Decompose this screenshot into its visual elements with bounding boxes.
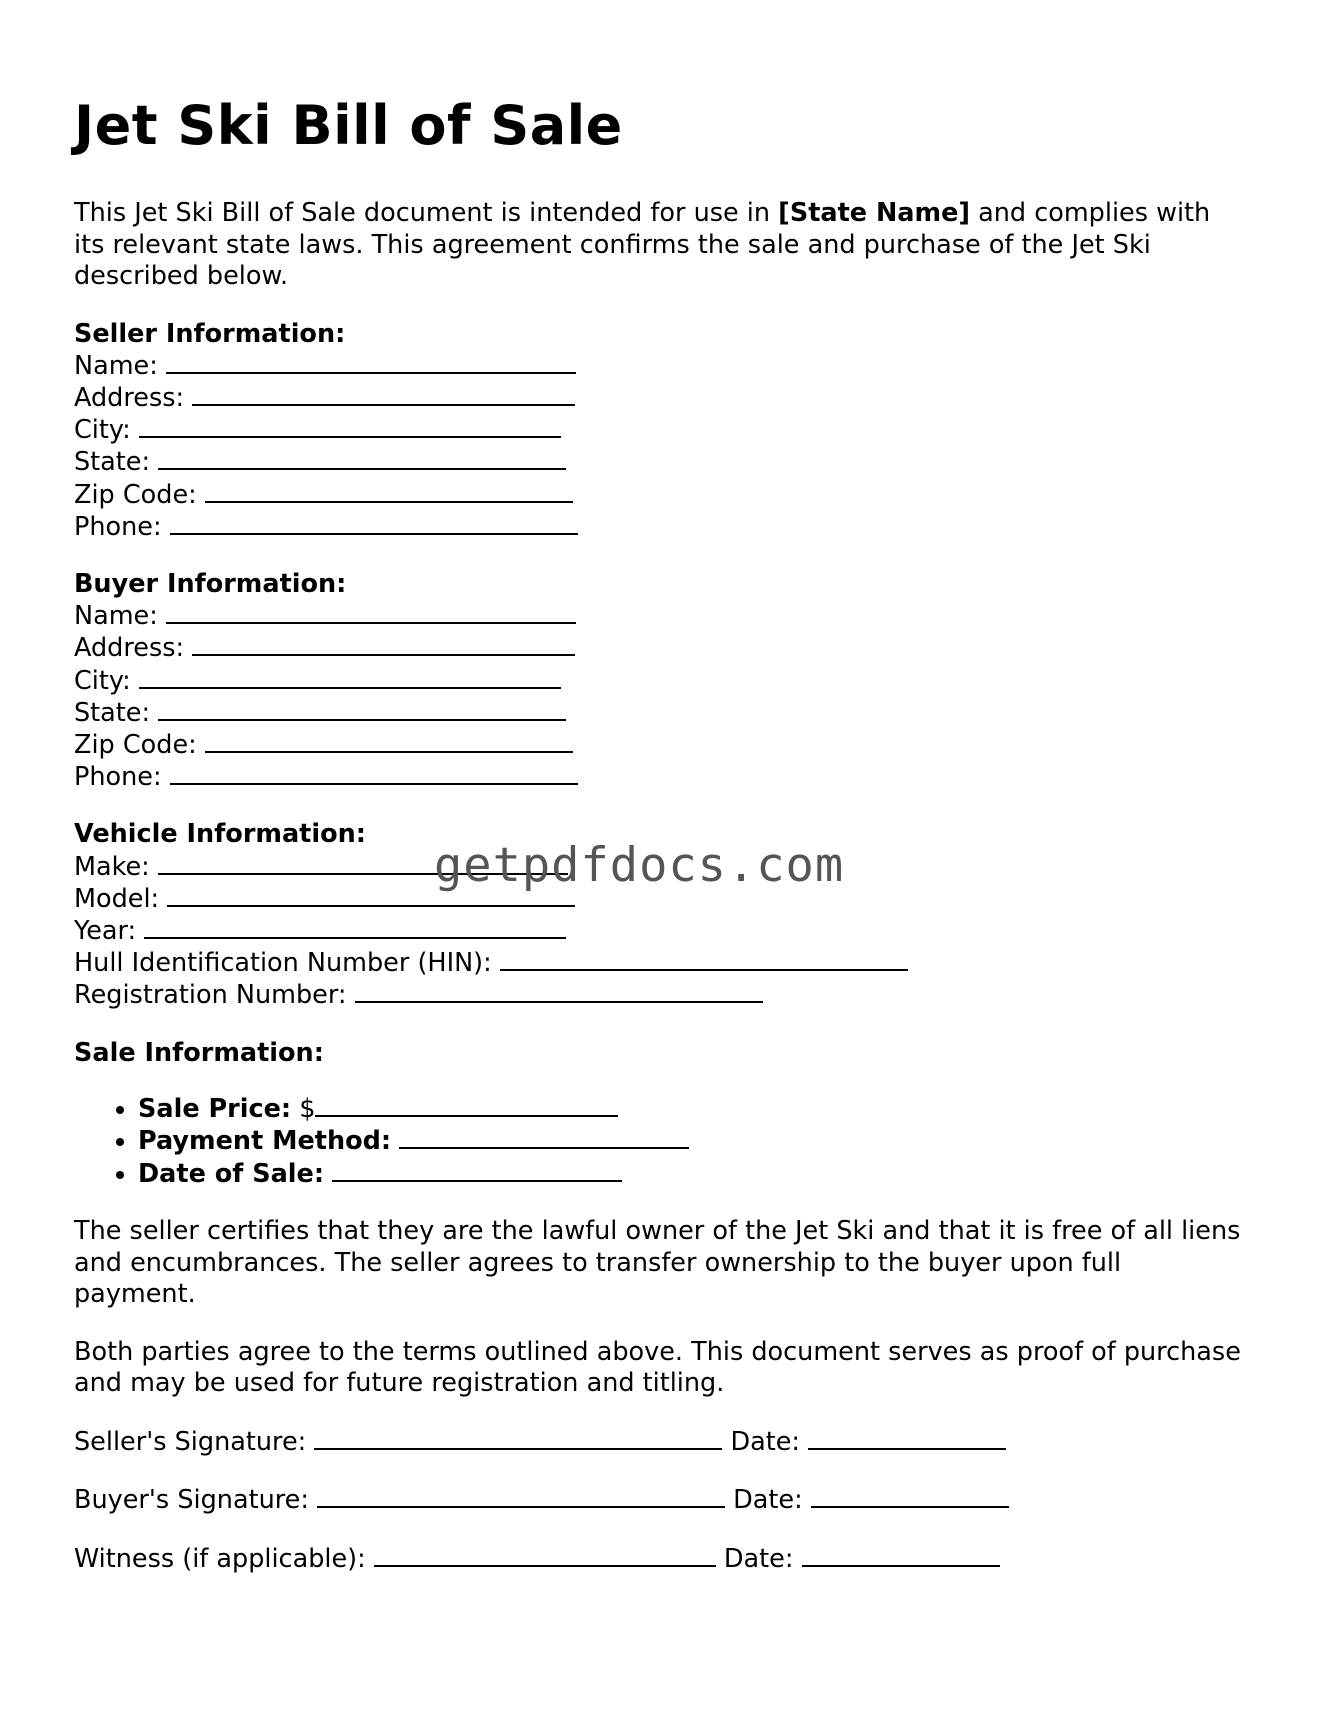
vehicle-hin-field[interactable]: Hull Identification Number (HIN): — [74, 947, 1274, 979]
seller-phone-field[interactable]: Phone: — [74, 511, 1274, 543]
date-of-sale-field[interactable]: • Date of Sale: — [138, 1158, 1274, 1191]
intro-paragraph: This Jet Ski Bill of Sale document is intended for use in [State Name] and complies with its relevant state laws. This agreement confirms the sale and purchase of the Jet Ski described below. — [74, 198, 1211, 291]
buyer-heading: Buyer Information: — [74, 568, 347, 599]
buyer-signature-line[interactable]: Buyer's Signature: Date: — [74, 1484, 1274, 1517]
certification-paragraph: The seller certifies that they are the lawful owner of the Jet Ski and that it is free of all liens and encumbrances. The seller agrees to transfer ownership to the buyer upon full payment. — [74, 1216, 1241, 1310]
buyer-city-field[interactable]: City: — [74, 665, 1274, 697]
sale-price-field[interactable]: • Sale Price: $ — [138, 1093, 1274, 1126]
document-title: Jet Ski Bill of Sale — [74, 94, 623, 157]
buyer-zip-field[interactable]: Zip Code: — [74, 729, 1274, 761]
vehicle-heading: Vehicle Information: — [74, 819, 366, 850]
seller-section — [74, 319, 1274, 543]
witness-signature-line[interactable]: Witness (if applicable): Date: — [74, 1543, 1274, 1576]
watermark: getpdfdocs.com — [434, 838, 845, 893]
vehicle-year-field[interactable]: Year: — [74, 915, 1274, 947]
buyer-state-field[interactable]: State: — [74, 697, 1274, 729]
vehicle-registration-field[interactable]: Registration Number: — [74, 979, 1274, 1011]
state-name-placeholder: [State Name] — [778, 198, 971, 228]
document-page — [74, 92, 1274, 1575]
buyer-section — [74, 569, 1274, 793]
sale-details-list — [74, 1093, 1274, 1191]
sale-section — [74, 1038, 1274, 1069]
seller-zip-field[interactable]: Zip Code: — [74, 479, 1274, 511]
vehicle-make-field[interactable]: Make: — [74, 851, 1274, 883]
agreement-paragraph: Both parties agree to the terms outlined above. This document serves as proof of purchase and may be used for future registration and titling. — [74, 1336, 1241, 1399]
seller-city-field[interactable]: City: — [74, 414, 1274, 446]
buyer-phone-field[interactable]: Phone: — [74, 761, 1274, 793]
payment-method-field[interactable]: • Payment Method: — [138, 1125, 1274, 1158]
sale-heading: Sale Information: — [74, 1037, 324, 1068]
seller-signature-line[interactable]: Seller's Signature: Date: — [74, 1426, 1274, 1459]
seller-heading: Seller Information: — [74, 318, 346, 349]
seller-state-field[interactable]: State: — [74, 446, 1274, 478]
vehicle-model-field[interactable]: Model: — [74, 883, 1274, 915]
seller-address-field[interactable]: Address: — [74, 382, 1274, 414]
seller-name-field[interactable]: Name: — [74, 350, 1274, 382]
buyer-address-field[interactable]: Address: — [74, 632, 1274, 664]
buyer-name-field[interactable]: Name: — [74, 600, 1274, 632]
